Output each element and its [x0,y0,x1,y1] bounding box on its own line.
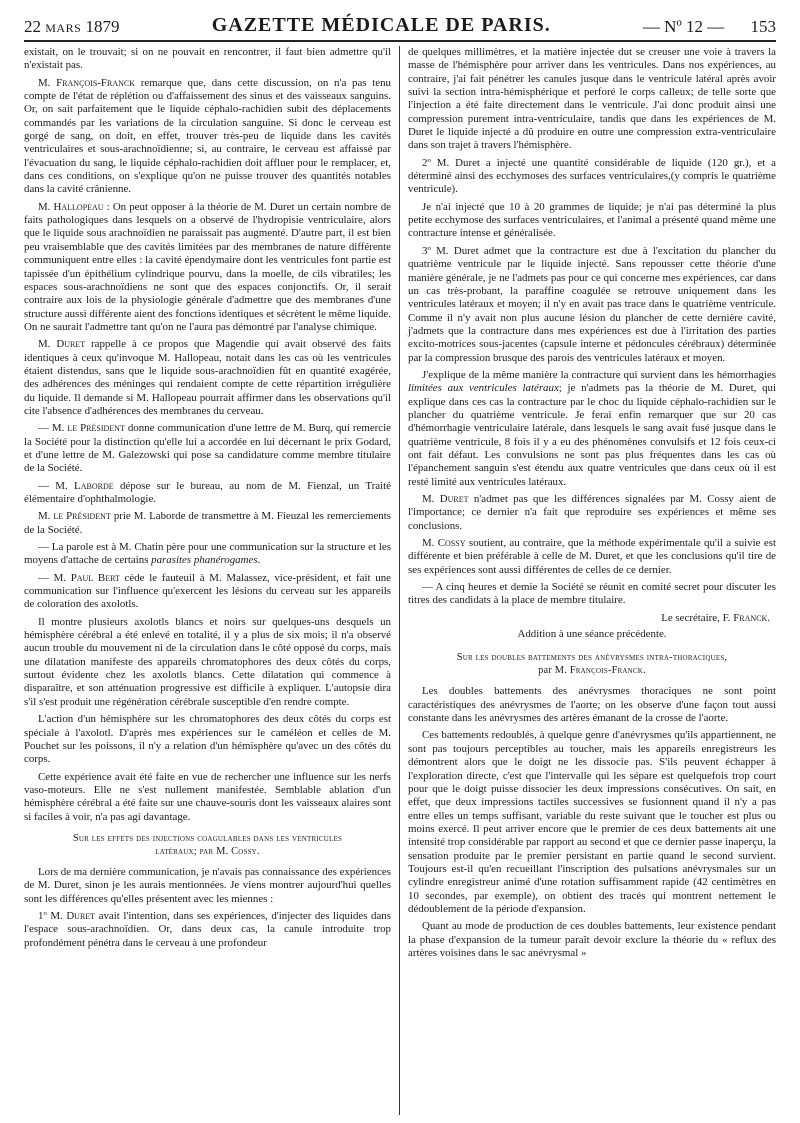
paragraph: Je n'ai injecté que 10 à 20 grammes de liquide; je n'ai pas déterminé la plus petite ecchymose des surfaces ventriculaires, et l'animal a présenté quand même une contracture intense et généralisée. [408,200,776,240]
paragraph: existait, on le trouvait; si on ne pouvait en rencontrer, il faut bien admettre qu'il n'existait pas. [24,46,391,72]
paragraph: M. Duret rappelle à ce propos que Magendie qui avait observé des faits identiques à ceux qu'invoque M. Hallopeau, notait dans les cas où les ventricules étaient distendus, sans que le liquide sous-arachnoïdien fût en quantité exagérée, des adhérences des méninges qui rendaient compte de cette répartition irrégulière du liquide. Il demande si M. Hallopeau pourrait affirmer dans les observations qu'il cite l'absence d'adhérences des membranes du cerveau. [24,338,391,417]
paragraph: J'explique de la même manière la contracture qui survient dans les hémorrhagies limitées aux ventricules latéraux; je n'admets pas la théorie de M. Duret, qui explique dans ces cas la contracture par le choc du liquide céphalo-rachidien sur le plancher du quatrième ventricule. Je ferai enfin remarquer que sur 20 cas d'hémorrhagie ventriculaire latérale, dans lesquels le sang avait fusé jusque dans le quatrième ventricule, 8 fois il y a eu des phénomènes convulsifs et 12 fois ceux-ci ont fait défaut. Les convulsions ne sont pas plus fréquentes dans les cas où l'épanchement sanguin s'est étendu aux quatre ventricules que dans ceux où il est resté limité aux ventricules latéraux. [408,368,776,488]
paragraph: — La parole est à M. Chatin père pour une communication sur la structure et les moyens d'attache de certains parasites phanérogames. [24,541,391,567]
paragraph: Cette expérience avait été faite en vue de rechercher une influence sur les nerfs vaso-moteurs. Elle ne s'est nullement manifestée. Semblable ablation d'un hémisphère cérébral a été faite sur une chauve-souris dont les vaisseaux alaires sont si faciles à voir, n'a pas agi davantage. [24,770,391,823]
paragraph: Les doubles battements des anévrysmes thoraciques ne sont point caractéristiques des anévrysmes de l'aorte; on les observe d'une façon tout aussi constante dans les anévrysmes des artères émanant de la crosse de l'aorte. [408,685,776,725]
left-column [24,46,400,1115]
article-columns [24,46,776,1115]
page-number: 153 [750,17,776,36]
paragraph: — A cinq heures et demie la Société se réunit en comité secret pour discuter les titres des candidats à la place de membre titulaire. [408,581,776,607]
issue-number: — Nº 12 — 153 [642,17,776,36]
paragraph: — M. Laborde dépose sur le bureau, au nom de M. Fienzal, un Traité élémentaire d'ophthalmologie. [24,479,391,505]
paragraph: Lors de ma dernière communication, je n'avais pas connaissance des expériences de M. Duret, sinon je les aurais mentionnées. Je viens montrer aujourd'hui quelles sont les différences qu'elles présentent avec les miennes : [24,865,391,905]
secretary-signature: Le secrétaire, F. Franck. [661,611,770,624]
paragraph: M. le Président prie M. Laborde de transmettre à M. Fieuzal les remerciements de la Société. [24,510,391,536]
paragraph: — M. Paul Bert cède le fauteuil à M. Malassez, vice-président, et fait une communication sur l'influence qu'exercent les lésions du cerveau sur les appareils de coloration des axolotls. [24,571,391,611]
addition-heading: Addition à une séance précédente. [517,628,667,641]
paragraph: 1º M. Duret avait l'intention, dans ses expériences, d'injecter des liquides dans l'espace sous-arachnoïdien. Or, dans deux cas, la canule introduite trop profondément pénétra dans le cerveau à une profondeur [24,909,391,949]
paragraph: Ces battements redoublés, à quelque genre d'anévrysmes qu'ils appartiennent, ne sont pas toujours perceptibles au toucher, mais les appareils enregistreurs les démontrent alors que le doigt ne les dissocie pas. S'ils peuvent échapper à l'exploration directe, c'est que l'intervalle qui les sépare est quelquefois trop court pour que le doigt puisse dissocier les deux impressions consécutives. On sait, en effet, que deux impressions tactiles successives se fusionnent quand il n'y a pas entre elles un temps suffisant, variable du reste suivant que le toucher est plus ou moins exercé. Il peut arriver encore que le premier de ces deux battements ait une intensité trop considérable par rapport au second et que ce dernier passe inaperçu, la sensation produite par le premier persistant en partie quand le second survient. Toujours est-il qu'en recueillant l'inscription des pulsations anévrysmales sur un cylindre enregistreur animé d'une rotation suffisamment rapide (42 centimètres en 10 secondes, par exemple), on obtient des tracés qui montrent nettement le dédoublement de la période d'expansion. [408,729,776,915]
paragraph: M. François-Franck remarque que, dans cette discussion, on n'a pas tenu compte de l'état de réplétion ou d'affaissement des sinus et des vaisseaux sanguins. Or, on sait parfaitement que le liquide céphalo-rachidien subit des déplacements commandés par les variations de la circulation sanguine. Si donc le cerveau est gorgé de sang, on doit, en effet, trouver très-peu de liquide dans les cavités ventriculaires et sous-arachnoïdienne; si, au contraire, le cerveau est affaissé par l'évacuation du sang, le liquide céphalo-rachidien doit affluer pour le remplacer, et, dans ces conditions, on s'explique qu'on ne puisse trouver des quantités notables dans la cavité crânienne. [24,76,391,196]
paragraph: Quant au mode de production de ces doubles battements, leur existence pendant la phase d'expansion de la tumeur paraît devoir exclure la théorie du « reflux des artères voisines dans le sac anévrysmal » [408,920,776,959]
page-header [24,6,776,42]
paragraph: 3º M. Duret admet que la contracture est due à l'excitation du plancher du quatrième ventricule par le liquide injecté. Sans repousser cette théorie d'une manière générale, je ne l'admets pas pour ce qui concerne mes expériences, car dans un cas très-probant, la paraffine coagulée se retrouve uniquement dans les ventricules latéraux et moyen; il n'y en avait pas trace dans le quatrième ventricule. Comme il n'y avait non plus aucune lésion du plancher de cette dernière cavité, j'admets que la contracture dans mes expériences est due à l'irritation des parties excito-motrices sous-jacentes (capsule interne et pédoncules cérébraux) déterminée par la compression brusque des parois des ventricules latéraux et moyen. [408,244,776,364]
paragraph: L'action d'un hémisphère sur les chromatophores des deux côtés du corps est spéciale à l'axolotl. D'après mes expériences sur le caméléon et celles de M. Pouchet sur les poissons, il n'y a relation d'un hémisphère qu'avec un des côtés du corps. [24,713,391,766]
paragraph: Il montre plusieurs axolotls blancs et noirs sur quelques-uns desquels un hémisphère cérébral a été enlevé en totalité, il y a plus de six mois; il n'a observé aucun trouble du mouvement ni de la circulation dans le côté opposé du corps, mais une dilatation manifeste des appareils chromatophores des deux côtés du corps, surtout évidente chez les axolotls blancs. Cette dilatation qui commence à disparaître, et son atténuation progressive est difficile à expliquer. L'autopsie dira s'il s'est produit une régénération cérébrale susceptible d'en rendre compte. [24,615,391,708]
paragraph: M. Duret n'admet pas que les différences signalées par M. Cossy aient de l'importance; ce dernier n'a fait que reproduire ses expériences et même ses conclusions. [408,493,776,532]
right-column [400,46,776,1115]
paragraph: M. Cossy soutient, au contraire, que la méthode expérimentale qu'il a suivie est différente et bien préférable à celle de M. Duret, et que les conclusions qu'il tire de ses expériences sont aussi différentes de celles de ce dernier. [408,537,776,576]
section-title: Sur les doubles battements des anévrysmes intra-thoraciques, par M. François-Franck. [456,652,728,677]
journal-title: GAZETTE MÉDICALE DE PARIS. [211,14,551,36]
paragraph: M. Hallopeau : On peut opposer à la théorie de M. Duret un certain nombre de faits pathologiques dans lesquels on a observé de l'hydropisie ventriculaire, alors que le liquide sous arachnoïdien ne paraissait pas augmenté. D'autre part, il est bien peu vraisemblable que des cavités limitées par des membranes de nature différente communiquent entre elles : la cavité épendymaire dont les ventricules font partie est tapissée d'un épithélium cylindrique pourvu, dans la moelle, de cils vibratiles; les espaces sous-arachnoïdiens ne sont que des espaces conjonctifs. Or, il serait contraire aux lois de la physiologie générale d'admettre que des membranes d'une structure aussi différente aient des fonctions identiques et sécrètent le même liquide. On ne saurait l'admettre tant qu'on ne l'aura pas démontré par l'analyse chimique. [24,200,391,333]
issue-date: 22 MARS 1879 [24,17,120,36]
paragraph: — M. le Président donne communication d'une lettre de M. Burq, qui remercie la Société pour la distinction qu'elle lui a accordée en lui décernant le prix Godard, et d'une lettre de M. Galezowski qui pose sa candidature comme membre titulaire de la Société. [24,422,391,475]
paragraph: de quelques millimètres, et la matière injectée dut se creuser une voie à travers la masse de l'hémisphère pour arriver dans les ventricules. Dans nos expériences, au contraire, j'ai fait pénétrer les canules jusque dans le ventricule latéral après avoir suivi la section intra-hémisphérique et perforé le corps calleux; de telle sorte que l'injection a été faite directement dans le ventricule. J'ai donc produit ainsi une compression purement intra-ventriculaire, tandis que dans les expériences de M. Duret le liquide injecté a dû produire en outre une compression extra-ventriculaire dans son trajet à travers l'hémisphère. [408,46,776,152]
section-title: Sur les effets des injections coagulables dans les ventricules latéraux; par M. Cossy. [72,832,343,857]
paragraph: 2º M. Duret a injecté une quantité considérable de liquide (120 gr.), et a déterminé ainsi des ecchymoses des surfaces ventriculaires,(y compris le quatrième ventricule). [408,156,776,196]
